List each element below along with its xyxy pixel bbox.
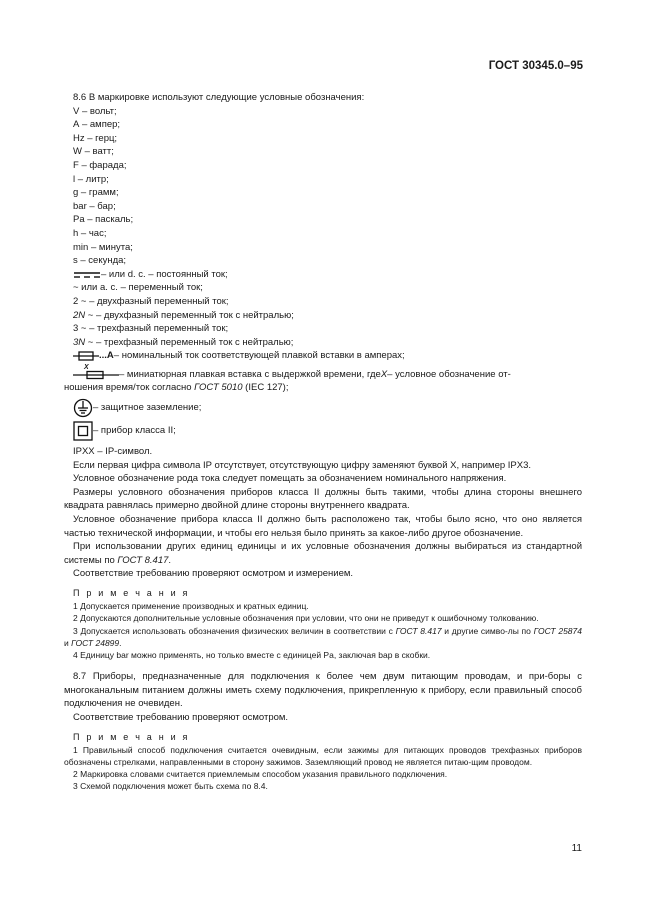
earth-line xyxy=(73,398,582,418)
notes-heading-2: П р и м е ч а н и я xyxy=(73,731,190,742)
para-current-kind: Условное обозначение рода тока следует помещать за обозначением номинального напряжения. xyxy=(73,473,507,485)
para-class2-size: Размеры условного обозначения приборов класса II должны быть такими, чтобы длина стороны внешнего квадрата равнялась примерно двойной длине стороны внутреннего квадрата. xyxy=(64,486,582,512)
three-phase-line: 3 ~ – трехфазный переменный ток; xyxy=(73,323,229,335)
notes-block-1 xyxy=(64,587,582,661)
unit-minute: min – минута; xyxy=(73,241,133,253)
page-number: 11 xyxy=(571,843,582,854)
earth-text: – защитное заземление; xyxy=(93,402,202,414)
note1-1: 1 Допускается применение производных и кратных единиц. xyxy=(73,601,309,612)
notes-block-2 xyxy=(64,731,582,793)
two-phase-n-line xyxy=(73,309,582,323)
unit-farad: F – фарада; xyxy=(73,159,127,171)
dc-text: – или d. c. – постоянный ток; xyxy=(101,268,228,280)
ac-line: ~ или а. с. – переменный ток; xyxy=(73,282,203,294)
notes-heading-1: П р и м е ч а н и я xyxy=(73,588,190,598)
para-other-units: При использовании других единиц единицы и их условные обозначения должны выбираться из стандартной системы по ГОСТ 8.417. xyxy=(64,541,582,566)
mini-fuse-text-b: – условное обозначение от- xyxy=(387,368,511,380)
ref-gost-8417: ГОСТ 8.417 xyxy=(117,554,169,566)
section-8-7-compliance: Соответствие требованию проверяют осмотром. xyxy=(73,712,289,723)
unit-hertz: Hz – герц; xyxy=(73,132,118,144)
fuse-text: – номинальный ток соответствующей плавкой вставки в амперах; xyxy=(113,350,405,362)
two-phase-n-text: ~ – двухфазный переменный ток с нейтралью; xyxy=(85,309,294,321)
note2-3: 3 Схемой подключения может быть схема по 8.4. xyxy=(73,781,268,792)
fuse-line xyxy=(73,349,582,363)
document-header: ГОСТ 30345.0–95 xyxy=(488,60,583,72)
mini-fuse-x2: X xyxy=(380,368,388,380)
dc-symbol-icon xyxy=(73,271,101,279)
two-phase-line: 2 ~ – двухфазный переменный ток; xyxy=(73,295,229,307)
note1-3: 3 Допускается использовать обозначения физических величин в соответствии с ГОСТ 8.417 и другие симво-лы по ГОСТ 25874 и ГОСТ 24899. xyxy=(64,625,582,648)
class-ii-icon xyxy=(73,421,93,441)
unit-liter: l – литр; xyxy=(73,173,109,185)
three-phase-n-prefix: 3N xyxy=(73,336,86,348)
note2-2: 2 Маркировка словами считается приемлемым способом указания правильного подключения. xyxy=(73,769,448,780)
note2-1: 1 Правильный способ подключения считается очевидным, если зажимы для питающих проводов трехфазных приборов обозначены стрелками, направленными в сторону зажимов. Заземляющий провод не является питаю-щим проводом. xyxy=(64,744,582,767)
note1-2: 2 Допускаются дополнительные условные обозначения при условии, что они не приведут к ошибочному толкованию. xyxy=(73,613,539,624)
dc-line xyxy=(73,268,582,282)
three-phase-n-text: ~ – трехфазный переменный ток с нейтралью; xyxy=(85,336,294,348)
section-8-7: 8.7 Приборы, предназначенные для подключения к более чем двум питающим проводам, и при-боры с многоканальным питанием должны иметь схему подключения, прикрепленную к прибору, если правильный способ подключения не очевиден. xyxy=(64,671,582,710)
mini-fuse-line xyxy=(73,363,582,382)
page-content xyxy=(64,91,582,793)
para-ip-first-digit: Если первая цифра символа IP отсутствует, отсутствующую цифру заменяют буквой X, например IPX3. xyxy=(73,459,532,471)
mini-fuse-text-a: – миниатюрная плавкая вставка с выдержкой времени, где xyxy=(119,368,381,380)
three-phase-n-line xyxy=(73,336,582,350)
class2-text: – прибор класса II; xyxy=(93,425,176,437)
mini-fuse-icon xyxy=(73,363,119,380)
unit-volt: V – вольт; xyxy=(73,105,117,117)
unit-bar: bar – бар; xyxy=(73,200,116,212)
para-compliance-1: Соответствие требованию проверяют осмотром и измерением. xyxy=(73,568,354,580)
unit-watt: W – ватт; xyxy=(73,146,114,158)
unit-pascal: Pa – паскаль; xyxy=(73,214,134,226)
unit-gram: g – грамм; xyxy=(73,187,119,199)
unit-ampere: А – ампер; xyxy=(73,119,121,131)
fuse-rating-label: ...А xyxy=(99,350,114,362)
protective-earth-icon xyxy=(73,398,93,418)
intro-line: 8.6 В маркировке используют следующие условные обозначения: xyxy=(73,92,365,103)
two-phase-n-prefix: 2N xyxy=(73,309,86,321)
note1-4: 4 Единицу bar можно применять, но только вместе с единицей Pa, заключая bар в скобки. xyxy=(73,650,431,661)
ipxx-line: IPXX – IP-символ. xyxy=(73,446,153,458)
mini-fuse-continuation: ношения время/ток согласно ГОСТ 5010 (IEC 127); xyxy=(64,382,289,394)
unit-hour: h – час; xyxy=(73,227,107,239)
mini-fuse-x-label: X xyxy=(84,363,89,371)
para-class2-placement: Условное обозначение прибора класса II должно быть расположено так, чтобы было ясно, что оно является частью технической информации, и чтобы его нельзя было принять за какое-либо другое обозначение. xyxy=(64,514,582,539)
unit-second: s – секунда; xyxy=(73,255,127,267)
class2-line xyxy=(73,421,582,441)
ref-gost-5010: ГОСТ 5010 xyxy=(194,382,243,394)
